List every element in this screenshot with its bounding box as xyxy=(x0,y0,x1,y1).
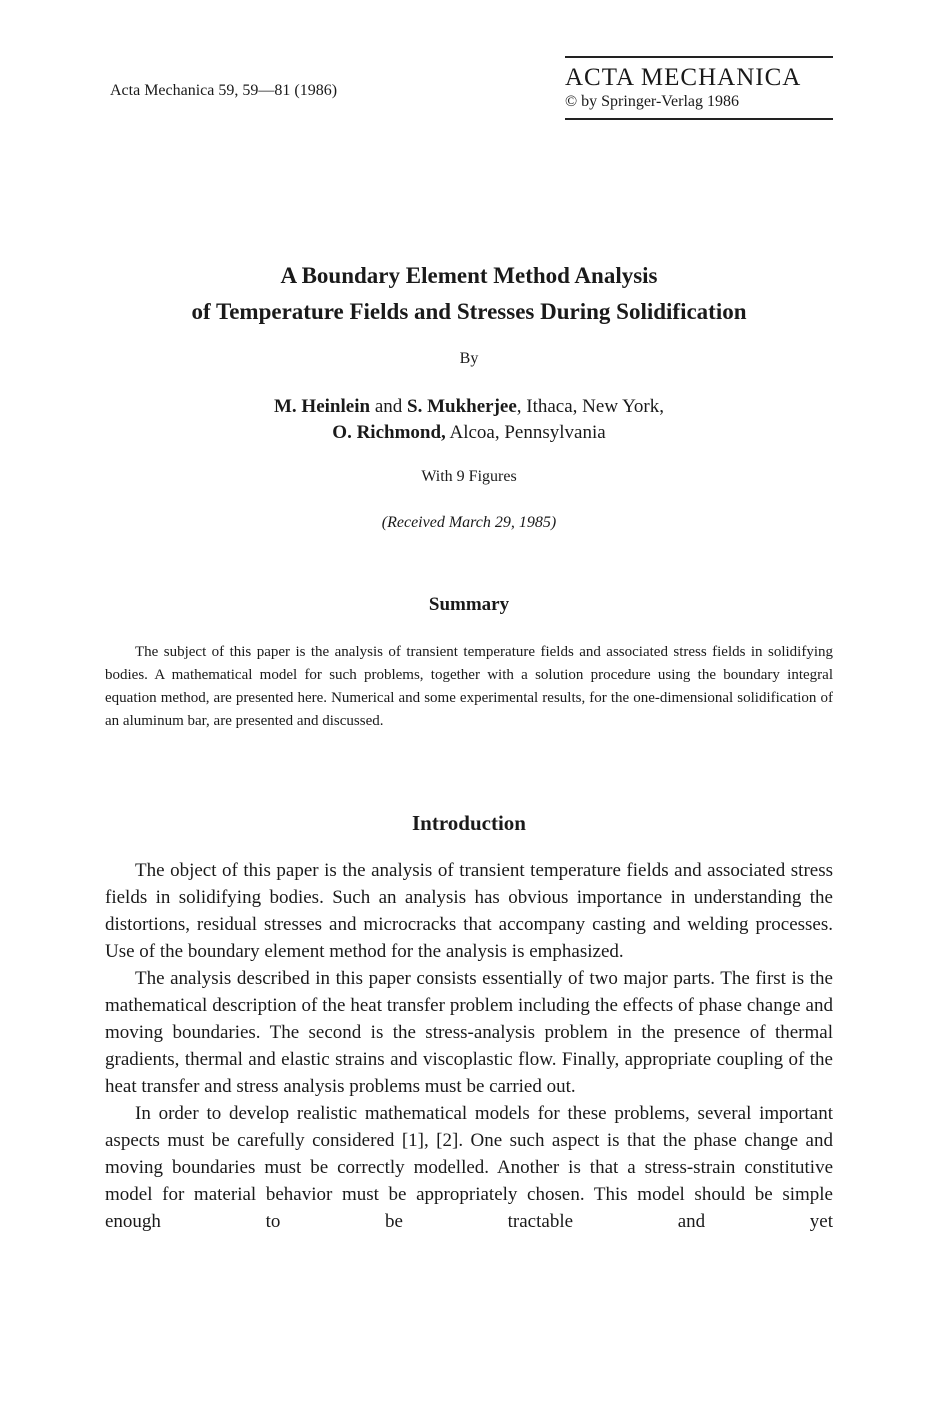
copyright-line: © by Springer-Verlag 1986 xyxy=(565,93,740,110)
journal-reference: Acta Mechanica 59, 59—81 (1986) xyxy=(110,82,338,99)
masthead-bottom-rule xyxy=(565,118,833,120)
by-line: By xyxy=(459,350,479,367)
author-line-2 xyxy=(0,420,938,446)
author-conjunction: and xyxy=(370,396,407,417)
figure-count: With 9 Figures xyxy=(421,468,517,485)
author-line-1 xyxy=(0,394,938,420)
intro-paragraph-1: The object of this paper is the analysis of transient temperature fields and associated stress fields in solidifying bodies. Such an analysis has obvious importance in understanding the distortions, residual stresses and microcracks that accompany casting and welding processes. Use of the boundary element method for the analysis is emphasized. xyxy=(105,860,833,962)
intro-paragraph-3: In order to develop realistic mathematical models for these problems, several important aspects must be carefully considered [1], [2]. One such aspect is that the phase change and moving boundaries must be correctly modelled. Another is that a stress-strain constitutive model for material behavior must be appropriately chosen. This model should be simple enough to be tractable and yet xyxy=(105,1103,833,1232)
title-line-1: A Boundary Element Method Analysis xyxy=(280,263,658,288)
summary-block xyxy=(105,641,833,733)
journal-masthead xyxy=(565,56,833,120)
article-title xyxy=(0,258,938,330)
author-heinlein: M. Heinlein xyxy=(274,396,371,417)
received-text: (Received March 29, 1985) xyxy=(381,514,557,531)
author-block xyxy=(0,394,938,446)
introduction-heading: Introduction xyxy=(412,811,526,835)
journal-name: ACTA MECHANICA xyxy=(565,64,802,91)
masthead-top-rule xyxy=(565,56,833,58)
summary-paragraph: The subject of this paper is the analysis of transient temperature fields and associated stress fields in solidifying bodies. A mathematical model for such problems, together with a solution procedure using the boundary integral equation method, are presented here. Numerical and some experimental results, for the one-dimensional solidification of an aluminum bar, are presented and discussed. xyxy=(105,644,833,729)
affiliation-ithaca: , Ithaca, New York, xyxy=(516,396,664,417)
affiliation-alcoa: Alcoa, Pennsylvania xyxy=(445,422,606,443)
intro-paragraph-2: The analysis described in this paper consists essentially of two major parts. The first is the mathematical description of the heat transfer problem including the effects of phase change and moving boundaries. The second is the stress-analysis problem in the presence of thermal gradients, thermal and elastic strains and viscoplastic flow. Finally, appropriate coupling of the heat transfer and stress analysis problems must be carried out. xyxy=(105,968,833,1097)
author-mukherjee: S. Mukherjee xyxy=(407,396,517,417)
received-date xyxy=(0,514,938,532)
summary-heading: Summary xyxy=(428,594,510,615)
title-line-2: of Temperature Fields and Stresses During Solidification xyxy=(191,299,747,324)
introduction-body xyxy=(105,857,833,1235)
author-richmond: O. Richmond, xyxy=(332,422,446,443)
